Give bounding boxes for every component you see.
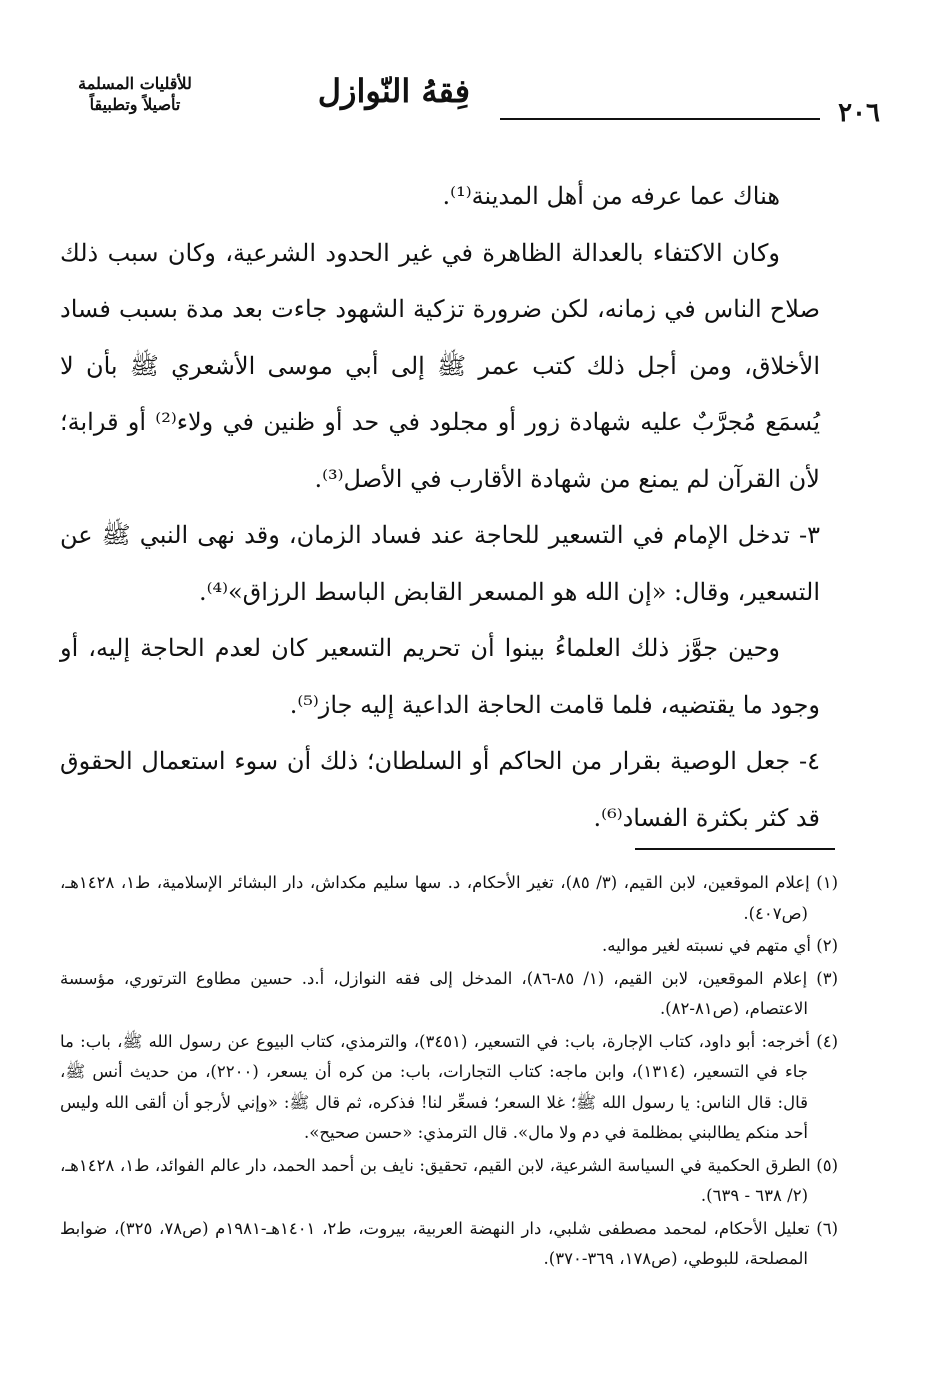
paragraph: هناك عما عرفه من أهل المدينة⁽¹⁾. xyxy=(442,182,780,210)
footnote: (٦) تعليل الأحكام، لمحمد مصطفى شلبي، دار النهضة العربية، بيروت، ط٢، ١٤٠١هـ-١٩٨١م (ص٧٨، ٣٢٥)، ضوابط المصلحة، للبوطي، (ص١٧٨، ٣٦٩-٣٧٠). xyxy=(60,1218,838,1268)
header-rule xyxy=(500,118,820,120)
footnote: (٢) أي متهم في نسبته لغير مواليه. xyxy=(602,936,838,955)
paragraph: ٣- تدخل الإمام في التسعير للحاجة عند فساد الزمان، وقد نهى النبي ﷺ عن التسعير، وقال: «إن الله هو المسعر القابض الباسط الرزاق»⁽⁴⁾. xyxy=(60,521,821,606)
footnote: (١) إعلام الموقعين، لابن القيم، (٣/ ٨٥)، تغير الأحكام، د. سها سليم مكداش، دار البشائر الإسلامية، ط١، ١٤٢٨هـ، (ص٤٠٧). xyxy=(60,873,839,923)
book-subtitle-line1: للأقليات المسلمة xyxy=(78,74,192,93)
footnote: (٤) أخرجه: أبو داود، كتاب الإجارة، باب: في التسعير، (٣٤٥١)، والترمذي، كتاب البيوع عن رسول الله ﷺ، باب: ما جاء في التسعير، (١٣١٤)، وابن ماجه: كتاب التجارات، باب: من كره أن يسعر، (٢٢٠٠)، من حديث أنس ﷺ، قال: قال الناس: يا رسول الله ﷺ؛ غلا السعر؛ فسعِّر لنا! فذكره، ثم قال ﷺ: «وإني لأرجو أن ألقى الله وليس أحد منكم يطالبني بمظلمة في دم ولا مال». قال الترمذي: «حسن صحيح». xyxy=(60,1031,838,1142)
paragraph: ٤- جعل الوصية بقرار من الحاكم أو السلطان؛ ذلك أن سوء استعمال الحقوق قد كثر بكثرة الفساد⁽⁶⁾. xyxy=(60,747,820,832)
paragraph: وكان الاكتفاء بالعدالة الظاهرة في غير الحدود الشرعية، وكان سبب ذلك صلاح الناس في زمانه، لكن ضرورة تزكية الشهود جاءت بعد مدة بسبب فساد الأخلاق، ومن أجل ذلك كتب عمر ﷺ إلى أبي موسى الأشعري ﷺ بأن لا يُسمَع مُجرَّبٌ عليه شهادة زور أو مجلود في حد أو ظنين في ولاء⁽²⁾ أو قرابة؛ لأن القرآن لم يمنع من شهادة الأقارب في الأصل⁽³⁾. xyxy=(60,238,821,493)
book-subtitle-line2: تأصيلاً وتطبيقاً xyxy=(89,94,181,114)
page-number: ٢٠٦ xyxy=(838,98,880,128)
footnote: (٣) إعلام الموقعين، لابن القيم، (١/ ٨٥-٨٦)، المدخل إلى فقه النوازل، أ.د. حسين مطاوع الترتوري، مؤسسة الاعتصام، (ص٨١-٨٢). xyxy=(60,968,838,1018)
main-text xyxy=(60,168,820,846)
running-title xyxy=(40,70,480,136)
footnote-separator xyxy=(635,848,835,850)
page-header xyxy=(40,70,880,140)
book-title: فِقهُ النّوازل xyxy=(317,72,470,110)
paragraph: وحين جوَّز ذلك العلماءُ بينوا أن تحريم التسعير كان لعدم الحاجة إليه، أو وجود ما يقتضيه، فلما قامت الحاجة الداعية إليه جاز⁽⁵⁾. xyxy=(60,634,820,719)
footnotes xyxy=(60,868,838,1277)
book-subtitle xyxy=(40,74,230,116)
footnote: (٥) الطرق الحكمية في السياسة الشرعية، لابن القيم، تحقيق: نايف بن أحمد الحمد، دار عالم الفوائد، ط١، ١٤٢٨هـ، (٢/ ٦٣٨ - ٦٣٩). xyxy=(60,1155,838,1205)
